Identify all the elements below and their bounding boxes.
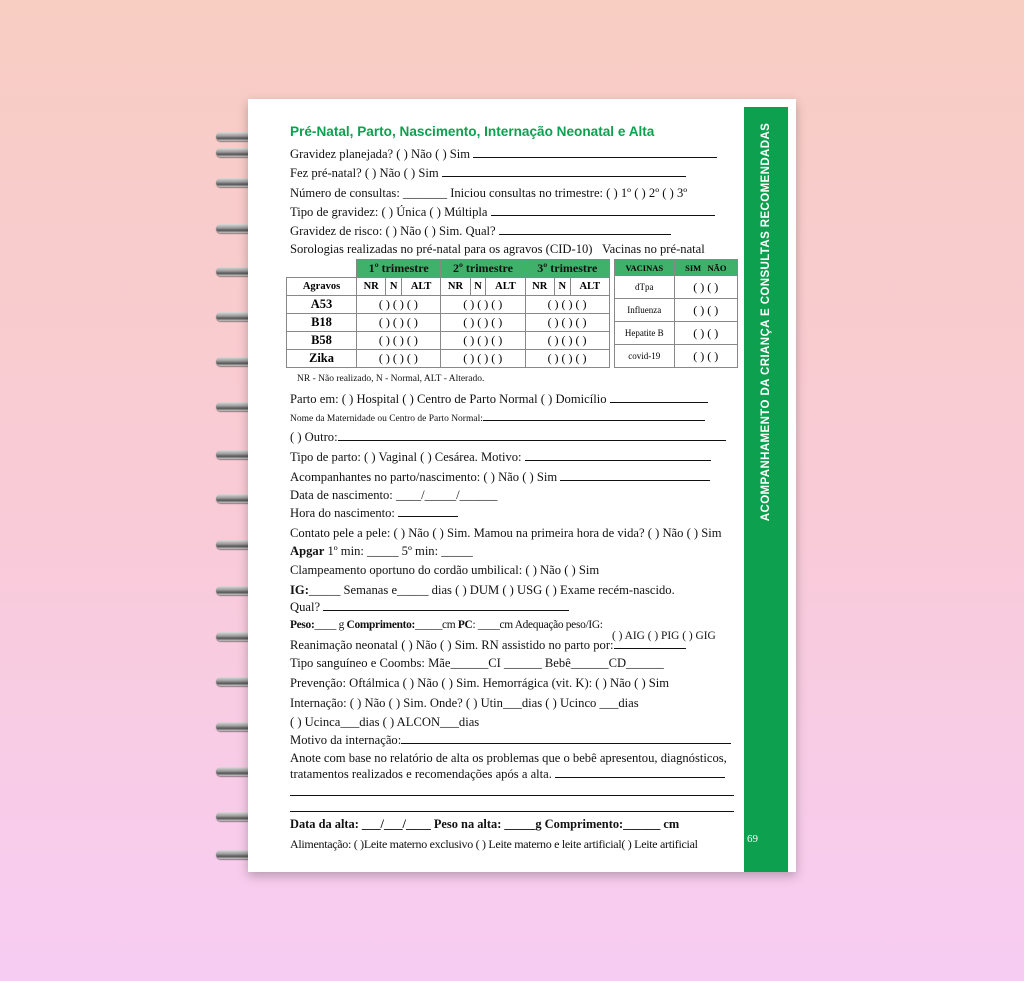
agravo-label: B18 <box>287 314 357 332</box>
skin-contact-line: Contato pele a pele: ( ) Não ( ) Sim. Mamou na primeira hora de vida? ( ) Não ( ) Sim <box>290 526 722 540</box>
discharge-date-line: Data da alta: ___/___/____ Peso na alta: _____g Comprimento:______ cm <box>290 817 680 831</box>
table-row <box>615 299 738 322</box>
trimester-header: 1º trimestre <box>357 260 441 278</box>
prevention-line: Prevenção: Oftálmica ( ) Não ( ) Sim. Hemorrágica (vit. K): ( ) Não ( ) Sim <box>290 676 670 690</box>
checkbox-group[interactable]: ( ) ( ) ( ) <box>441 296 525 314</box>
subcol-header: N <box>555 278 571 296</box>
trimester-header: 3º trimestre <box>525 260 609 278</box>
page-number: 69 <box>747 833 758 845</box>
qual-line: Qual? <box>290 599 569 615</box>
page-title: Pré-Natal, Parto, Nascimento, Internação Neonatal e Alta <box>290 124 655 139</box>
subcol-header: NR <box>357 278 386 296</box>
subcol-header: ALT <box>486 278 525 296</box>
checkbox-group[interactable]: ( ) ( ) ( ) <box>441 314 525 332</box>
agravo-label: B58 <box>287 332 357 350</box>
sim-nao-header: SIM NÃO <box>674 260 737 276</box>
table-row <box>287 296 610 314</box>
sidebar-title: ACOMPANHAMENTO DA CRIANÇA E CONSULTAS RECOMENDADAS <box>760 122 772 522</box>
table-row <box>287 332 610 350</box>
vaccine-table <box>614 259 738 368</box>
agravos-header: Agravos <box>287 278 357 296</box>
vaccine-label: dTpa <box>615 276 675 299</box>
hospitalization-line: Internação: ( ) Não ( ) Sim. Onde? ( ) Utin___dias ( ) Ucinco ___dias <box>290 696 639 710</box>
blank-line[interactable] <box>290 811 734 812</box>
checkbox-group[interactable]: ( ) ( ) <box>674 299 737 322</box>
pregnancy-type-line: Tipo de gravidez: ( ) Única ( ) Múltipla <box>290 204 715 220</box>
risk-pregnancy-line: Gravidez de risco: ( ) Não ( ) Sim. Qual? <box>290 223 671 239</box>
birth-date-line: Data de nascimento: ____/_____/______ <box>290 488 498 502</box>
vaccine-label: Influenza <box>615 299 675 322</box>
table-row <box>287 314 610 332</box>
subcol-header: ALT <box>401 278 440 296</box>
planned-pregnancy-line: Gravidez planejada? ( ) Não ( ) Sim <box>290 146 717 162</box>
table-legend: NR - Não realizado, N - Normal, ALT - Alterado. <box>297 374 485 384</box>
other-place-line: ( ) Outro: <box>290 429 726 445</box>
subcol-header: N <box>470 278 486 296</box>
agravo-label: Zika <box>287 350 357 368</box>
table-row <box>615 276 738 299</box>
adequacy-options: ( ) AIG ( ) PIG ( ) GIG <box>612 630 716 642</box>
table-row <box>287 350 610 368</box>
checkbox-group[interactable]: ( ) ( ) ( ) <box>441 332 525 350</box>
serology-table <box>286 259 610 368</box>
checkbox-group[interactable]: ( ) ( ) <box>674 322 737 345</box>
resuscitation-line: Reanimação neonatal ( ) Não ( ) Sim. RN assistido no parto por: <box>290 637 686 653</box>
apgar-line: Apgar 1º min: _____ 5º min: _____ <box>290 544 473 558</box>
delivery-type-line: Tipo de parto: ( ) Vaginal ( ) Cesárea. Motivo: <box>290 449 711 465</box>
checkbox-group[interactable]: ( ) ( ) ( ) <box>357 296 441 314</box>
checkbox-group[interactable]: ( ) ( ) <box>674 345 737 368</box>
checkbox-group[interactable]: ( ) ( ) <box>674 276 737 299</box>
companions-line: Acompanhantes no parto/nascimento: ( ) Não ( ) Sim <box>290 469 710 485</box>
subcol-header: N <box>386 278 402 296</box>
agravo-label: A53 <box>287 296 357 314</box>
blood-type-line: Tipo sanguíneo e Coombs: Mãe______CI ______ Bebê______CD______ <box>290 656 664 670</box>
feeding-line: Alimentação: ( )Leite materno exclusivo ( ) Leite materno e leite artificial( ) Leite artificial <box>290 837 698 851</box>
checkbox-group[interactable]: ( ) ( ) ( ) <box>525 296 609 314</box>
cord-clamping-line: Clampeamento oportuno do cordão umbilical: ( ) Não ( ) Sim <box>290 563 600 577</box>
discharge-notes-line: Anote com base no relatório de alta os problemas que o bebê apresentou, diagnósticos, <box>290 751 727 765</box>
subcol-header: NR <box>441 278 470 296</box>
checkbox-group[interactable]: ( ) ( ) ( ) <box>357 332 441 350</box>
sidebar-band <box>744 107 788 872</box>
checkbox-group[interactable]: ( ) ( ) ( ) <box>525 332 609 350</box>
consultations-line: Número de consultas: _______ Iniciou consultas no trimestre: ( ) 1º ( ) 2º ( ) 3º <box>290 186 688 200</box>
checkbox-group[interactable]: ( ) ( ) ( ) <box>357 350 441 368</box>
discharge-notes-line-2: tratamentos realizados e recomendações após a alta. <box>290 766 725 782</box>
maternity-name-line: Nome da Maternidade ou Centro de Parto Normal: <box>290 411 705 427</box>
subcol-header: ALT <box>570 278 609 296</box>
blank-line[interactable] <box>290 795 734 796</box>
vaccine-header: VACINAS <box>615 260 675 276</box>
checkbox-group[interactable]: ( ) ( ) ( ) <box>525 314 609 332</box>
subcol-header: NR <box>525 278 554 296</box>
birth-time-line: Hora do nascimento: <box>290 505 458 521</box>
vaccine-label: covid-19 <box>615 345 675 368</box>
hospitalization-line-2: ( ) Ucinca___dias ( ) ALCON___dias <box>290 715 480 729</box>
birthplace-line: Parto em: ( ) Hospital ( ) Centro de Parto Normal ( ) Domicílio <box>290 391 708 407</box>
table-row <box>615 345 738 368</box>
checkbox-group[interactable]: ( ) ( ) ( ) <box>441 350 525 368</box>
prenatal-line: Fez pré-natal? ( ) Não ( ) Sim <box>290 165 686 181</box>
serology-caption: Sorologias realizadas no pré-natal para os agravos (CID-10) Vacinas no pré-natal <box>290 242 705 256</box>
checkbox-group[interactable]: ( ) ( ) ( ) <box>357 314 441 332</box>
gestational-age-line: IG:_____ Semanas e_____ dias ( ) DUM ( ) USG ( ) Exame recém-nascido. <box>290 583 675 597</box>
hospitalization-reason-line: Motivo da internação: <box>290 732 731 748</box>
table-row <box>615 322 738 345</box>
weight-length-line: Peso:____ g Comprimento:_____cm PC: ____cm Adequação peso/IG: <box>290 619 603 631</box>
checkbox-group[interactable]: ( ) ( ) ( ) <box>525 350 609 368</box>
vaccine-label: Hepatite B <box>615 322 675 345</box>
trimester-header: 2º trimestre <box>441 260 525 278</box>
